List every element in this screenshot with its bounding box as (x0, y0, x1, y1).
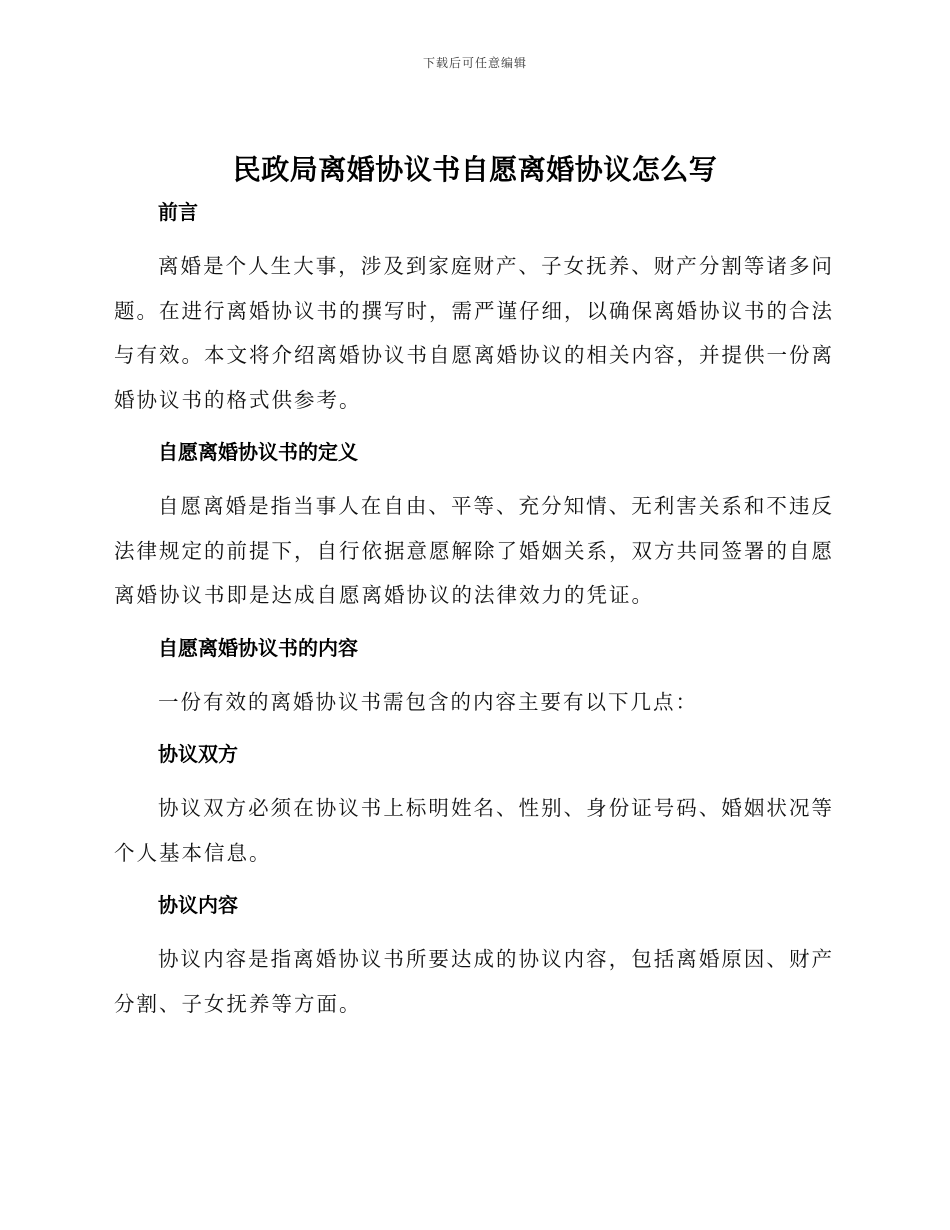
section-heading-agreement-content: 协议内容 (158, 893, 238, 917)
section-paragraph: 离婚是个人生大事，涉及到家庭财产、子女抚养、财产分割等诸多问题。在进行离婚协议书的撰写时，需严谨仔细，以确保离婚协议书的合法与有效。本文将介绍离婚协议书自愿离婚协议的相关内容，并提供一份离婚协议书的格式供参考。 (114, 254, 834, 412)
section-paragraph: 自愿离婚是指当事人在自由、平等、充分知情、无利害关系和不违反法律规定的前提下，自行依据意愿解除了婚姻关系，双方共同签署的自愿离婚协议书即是达成自愿离婚协议的法律效力的凭证。 (114, 494, 834, 607)
section-paragraph: 一份有效的离婚协议书需包含的内容主要有以下几点： (158, 689, 698, 714)
section-heading-content: 自愿离婚协议书的内容 (158, 635, 358, 660)
section-paragraph: 协议双方必须在协议书上标明姓名、性别、身份证号码、婚姻状况等个人基本信息。 (114, 796, 834, 865)
section-paragraph: 协议内容是指离婚协议书所要达成的协议内容，包括离婚原因、财产分割、子女抚养等方面。 (114, 947, 834, 1016)
header-note: 下载后可任意编辑 (422, 56, 527, 70)
section-heading-preface: 前言 (158, 200, 198, 224)
section-heading-parties: 协议双方 (158, 742, 238, 766)
section-heading-definition: 自愿离婚协议书的定义 (158, 440, 358, 464)
document-body (114, 192, 834, 1036)
document-title: 民政局离婚协议书自愿离婚协议怎么写 (232, 153, 718, 186)
